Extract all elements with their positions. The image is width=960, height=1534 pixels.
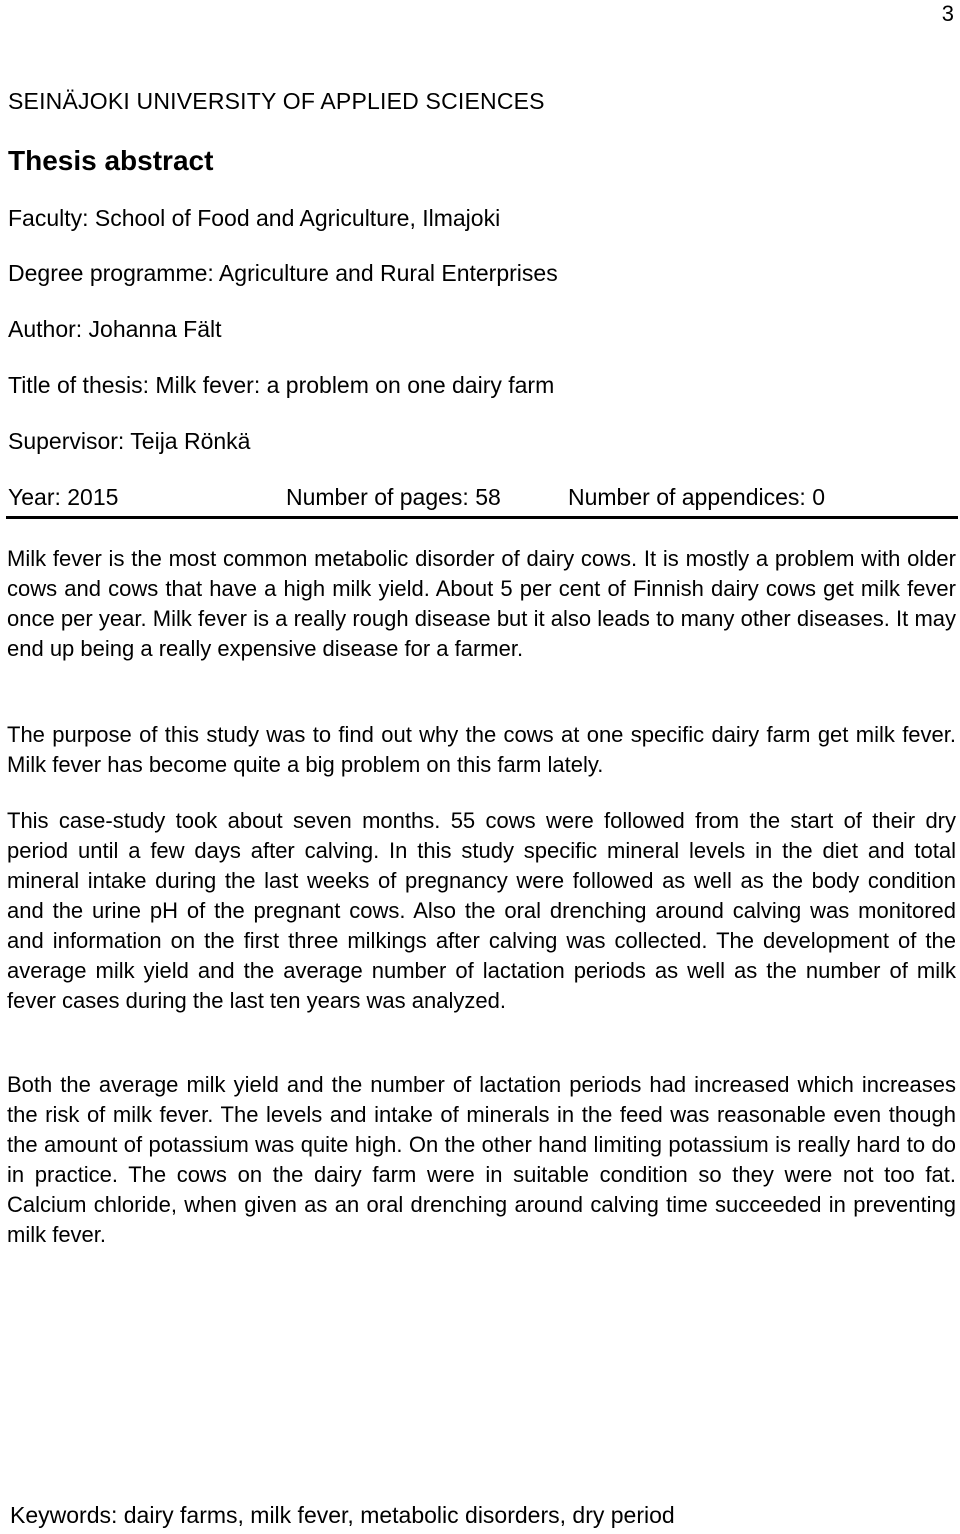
keywords: Keywords: dairy farms, milk fever, metabolic disorders, dry period bbox=[10, 1502, 675, 1528]
page-number: 3 bbox=[941, 1, 954, 26]
abstract-paragraph-1: Milk fever is the most common metabolic disorder of dairy cows. It is mostly a problem with older cows and cows that have a high milk yield. About 5 per cent of Finnish dairy cows get milk fever once per year. Milk fever is a really rough disease but it also leads to many other diseases. It may end up being a really expensive disease for a farmer. bbox=[7, 546, 956, 661]
university-name: SEINÄJOKI UNIVERSITY OF APPLIED SCIENCES bbox=[8, 88, 545, 114]
meta-supervisor: Supervisor: Teija Rönkä bbox=[8, 428, 251, 454]
section-divider bbox=[6, 516, 958, 519]
meta-author: Author: Johanna Fält bbox=[8, 316, 222, 342]
meta-degree-programme: Degree programme: Agriculture and Rural Enterprises bbox=[8, 260, 558, 286]
meta-faculty: Faculty: School of Food and Agriculture, Ilmajoki bbox=[8, 205, 501, 231]
meta-thesis-title: Title of thesis: Milk fever: a problem on one dairy farm bbox=[8, 372, 555, 398]
abstract-paragraph-4: Both the average milk yield and the number of lactation periods had increased which increases the risk of milk fever. The levels and intake of minerals in the feed was reasonable even though the amount of potassium was quite high. On the other hand limiting potassium is really hard to do in practice. The cows on the dairy farm were in suitable condition so they were not too fat. Calcium chloride, when given as an oral drenching around calving time succeeded in preventing milk fever. bbox=[7, 1072, 956, 1247]
meta-appendices: Number of appendices: 0 bbox=[568, 484, 825, 510]
abstract-paragraph-3: This case-study took about seven months. 55 cows were followed from the start of their dry period until a few days after calving. In this study specific mineral levels in the diet and total mineral intake during the last weeks of pregnancy were followed as well as the body condition and the urine pH of the pregnant cows. Also the oral drenching around calving was monitored and information on the first three milkings after calving was collected. The development of the average milk yield and the average number of lactation periods as well as the number of milk fever cases during the last ten years was analyzed. bbox=[7, 808, 956, 1013]
meta-year: Year: 2015 bbox=[8, 484, 119, 510]
page-title: Thesis abstract bbox=[8, 145, 214, 176]
meta-stats-row bbox=[8, 482, 956, 512]
meta-pages: Number of pages: 58 bbox=[286, 484, 501, 510]
abstract-paragraph-2: The purpose of this study was to find out why the cows at one specific dairy farm get milk fever. Milk fever has become quite a big problem on this farm lately. bbox=[7, 722, 956, 777]
